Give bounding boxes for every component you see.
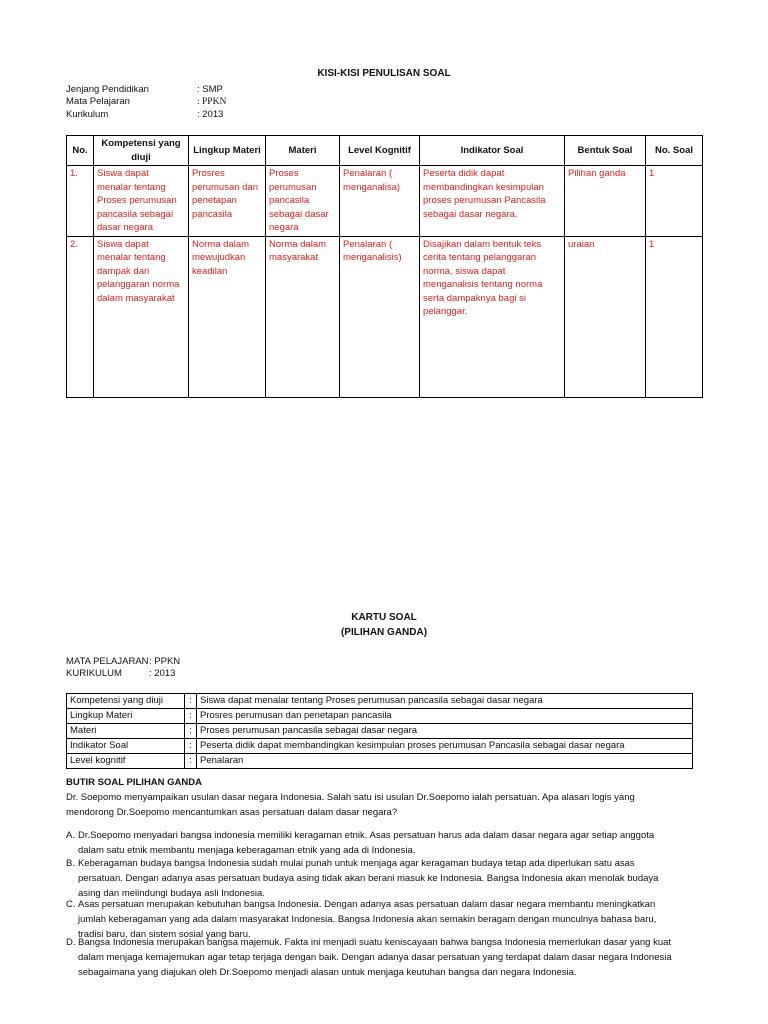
question-line: Dr. Soepomo menyampaikan usulan dasar negara Indonesia. Salah satu isi usulan Dr.Soepomo ialah persatuan. Apa alasan logis yang bbox=[66, 792, 635, 803]
kartu-title: KARTU SOAL bbox=[351, 612, 417, 623]
row-label: Lingkup Materi bbox=[67, 709, 185, 724]
cell-indikator: Peserta didik dapat membandingkan kesimpulan proses perumusan Pancasila sebagai dasar negara. bbox=[420, 166, 565, 237]
meta-label: Mata Pelajaran bbox=[66, 96, 130, 107]
cell-level: Penalaran ( menganalisis) bbox=[340, 236, 420, 397]
option-a bbox=[66, 828, 706, 858]
meta-label: KURIKULUM bbox=[66, 668, 122, 679]
table-row bbox=[67, 709, 693, 724]
row-label: Kompetensi yang diuji bbox=[67, 694, 185, 709]
cell-indikator: Disajikan dalam bentuk teks cerita tentang pelanggaran norma, siswa dapat menganalisis tentang norma serta dampaknya bagi si pelanggar. bbox=[420, 236, 565, 397]
cell-nosoal: 1 bbox=[646, 236, 703, 397]
option-d bbox=[66, 935, 706, 980]
row-sep: : bbox=[185, 739, 197, 754]
row-label: Indikator Soal bbox=[67, 739, 185, 754]
table-row bbox=[67, 236, 703, 397]
kartu-subtitle: (PILIHAN GANDA) bbox=[340, 627, 428, 638]
col-header: Materi bbox=[266, 136, 340, 166]
question-line: mendorong Dr.Soepomo mencantumkan asas persatuan dalam dasar negara? bbox=[66, 807, 398, 818]
row-label: Materi bbox=[67, 724, 185, 739]
row-value: Prosres perumusan dan penetapan pancasila bbox=[197, 709, 693, 724]
table-row bbox=[67, 739, 693, 754]
meta-label: MATA PELAJARAN bbox=[66, 656, 149, 667]
cell-no: 2. bbox=[67, 236, 94, 397]
kisi-title: KISI-KISI PENULISAN SOAL bbox=[317, 68, 451, 79]
table-row bbox=[67, 724, 693, 739]
option-letter: C. bbox=[66, 899, 76, 910]
option-letter: A. bbox=[66, 830, 75, 841]
row-value: Peserta didik dapat membandingkan kesimpulan proses perumusan Pancasila sebagai dasar negara bbox=[197, 739, 693, 754]
col-header: Level Kognitif bbox=[340, 136, 420, 166]
kartu-table bbox=[66, 693, 693, 769]
row-sep: : bbox=[185, 724, 197, 739]
cell-level: Penalaran ( menganalisa) bbox=[340, 166, 420, 237]
cell-materi: Norma dalam masyarakat bbox=[266, 236, 340, 397]
row-value: Penalaran bbox=[197, 754, 693, 769]
kisi-table bbox=[66, 135, 703, 398]
cell-lingkup: Prosres perumusan dan penetapan pancasila bbox=[189, 166, 266, 237]
question-text bbox=[66, 790, 706, 820]
col-header: Kompetensi yang diuji bbox=[94, 136, 189, 166]
row-sep: : bbox=[185, 754, 197, 769]
cell-kompetensi: Siswa dapat menalar tentang Proses perumusan pancasila sebagai dasar negara bbox=[94, 166, 189, 237]
option-line: Dr.Soepomo menyadari bangsa indonesia memiliki keragaman etnik. Asas persatuan harus ada dalam dasar negara agar setiap anggota bbox=[78, 830, 655, 841]
row-label: Level kognitif bbox=[67, 754, 185, 769]
table-row bbox=[67, 754, 693, 769]
option-line: Bangsa Indonesia merupakan bangsa majemuk. Fakta ini menjadi suatu keniscayaan bahwa bangsa Indonesia memerlukan dasar yang kuat bbox=[78, 937, 672, 948]
meta-value: : PPKN bbox=[197, 97, 227, 107]
option-line: dalam satu etnik membantu menjaga keberagaman etnik yang ada di Indonesia. bbox=[78, 845, 416, 856]
meta-label: Kurikulum bbox=[66, 109, 109, 120]
option-line: persatuan. Dengan adanya asas persatuan budaya asing tidak akan berani masuk ke Indonesia. Bangsa Indonesia akan menolak budaya bbox=[78, 873, 659, 884]
cell-nosoal: 1 bbox=[646, 166, 703, 237]
option-letter: B. bbox=[66, 858, 75, 869]
option-line: Keberagaman budaya bangsa Indonesia sudah mulai punah untuk menjaga agar keragaman budaya tetap ada diperlukan satu asas bbox=[78, 858, 635, 869]
col-header: Indikator Soal bbox=[420, 136, 565, 166]
meta-label: Jenjang Pendidikan bbox=[66, 84, 149, 95]
option-b bbox=[66, 856, 706, 901]
table-row bbox=[67, 694, 693, 709]
option-letter: D. bbox=[66, 937, 76, 948]
option-line: asing dan melindungi budaya asli Indonesia. bbox=[78, 888, 265, 899]
table-row bbox=[67, 166, 703, 237]
meta-value: : 2013 bbox=[197, 109, 224, 120]
cell-bentuk: Pilihan ganda bbox=[565, 166, 646, 237]
col-header: Bentuk Soal bbox=[565, 136, 646, 166]
col-header: No. bbox=[67, 136, 94, 166]
kisi-header-row bbox=[67, 136, 703, 166]
row-sep: : bbox=[185, 709, 197, 724]
cell-no: 1. bbox=[67, 166, 94, 237]
cell-materi: Proses perumusan pancasila sebagai dasar negara bbox=[266, 166, 340, 237]
meta-value: : 2013 bbox=[149, 668, 176, 679]
row-sep: : bbox=[185, 694, 197, 709]
option-line: Asas persatuan merupakan kebutuhan bangsa Indonesia. Dengan adanya asas persatuan dalam dasar negara membantu meningkatkan bbox=[78, 899, 656, 910]
row-value: Proses perumusan pancasila sebagai dasar negara bbox=[197, 724, 693, 739]
option-line: sebagaimana yang diajukan oleh Dr.Soepomo menjadi alasan untuk menjaga keutuhan bangsa dan negara Indonesia. bbox=[78, 967, 577, 978]
row-value: Siswa dapat menalar tentang Proses perumusan pancasila sebagai dasar negara bbox=[197, 694, 693, 709]
cell-bentuk: uraian bbox=[565, 236, 646, 397]
cell-kompetensi: Siswa dapat menalar tentang dampak dari pelanggaran norma dalam masyarakat bbox=[94, 236, 189, 397]
option-line: jumlah keberagaman yang ada dalam masyarakat Indonesia. Bangsa Indonesia akan semakin beragam dengan munculnya bahasa baru, bbox=[78, 914, 657, 925]
butir-heading: BUTIR SOAL PILIHAN GANDA bbox=[66, 777, 202, 788]
cell-lingkup: Norma dalam mewujudkan keadilan bbox=[189, 236, 266, 397]
meta-value: : PPKN bbox=[149, 656, 181, 667]
option-line: dalam menjaga kemajemukan agar tetap terjaga dengan baik. Dengan adanya dasar persatuan yang terdapat dalam dasar negara Indonesia bbox=[78, 952, 672, 963]
col-header: Lingkup Materi bbox=[189, 136, 266, 166]
col-header: No. Soal bbox=[646, 136, 703, 166]
option-line: tradisi baru, dan sistem sosial yang baru. bbox=[78, 929, 251, 940]
meta-value: : SMP bbox=[197, 84, 223, 95]
